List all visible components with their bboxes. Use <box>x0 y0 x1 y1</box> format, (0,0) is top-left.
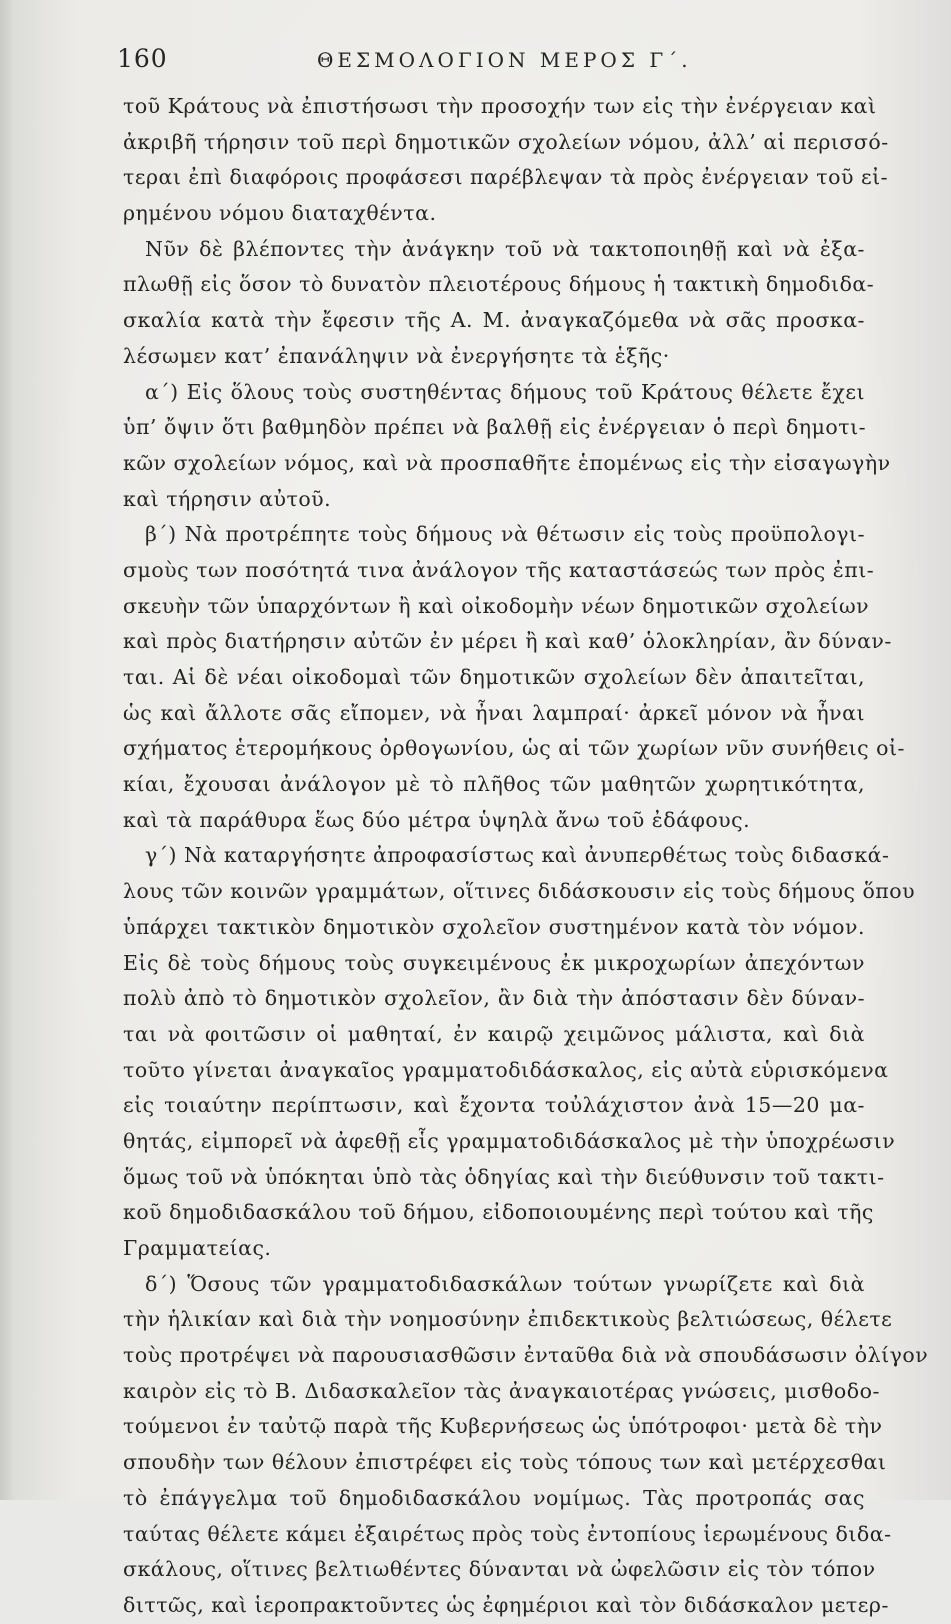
text-line: γ΄) Νὰ καταργήσητε ἀπροφασίστως καὶ ἀνυπερθέτως τοὺς διδασκά- <box>145 843 890 868</box>
text-line: ταύτας θέλετε κάμει ἐξαιρέτως πρὸς τοὺς ἐντοπίους ἱερωμένους διδα- <box>123 1521 892 1546</box>
page-edge-shadow <box>0 0 14 1500</box>
text-line: τὸ ἐπάγγελμα τοῦ δημοδιδασκάλου νομίμως. Τὰς προτροπάς σας <box>123 1485 865 1510</box>
text-line: σχήματος ἑτερομήκους ὀρθογωνίου, ὡς αἱ τῶν χωρίων νῦν συνήθεις οἰ- <box>123 736 905 761</box>
text-line: καὶ τὰ παράθυρα ἕως δύο μέτρα ὑψηλὰ ἄνω τοῦ ἐδάφους. <box>123 807 751 832</box>
text-line: λέσωμεν κατ’ ἐπανάληψιν νὰ ἐνεργήσητε τὰ ἑξῆς· <box>123 343 670 368</box>
text-line: τοῦτο γίνεται ἀναγκαῖος γραμματοδιδάσκαλος, εἰς αὐτὰ εὑρισκόμενα <box>123 1057 889 1082</box>
text-line: Νῦν δὲ βλέποντες τὴν ἀνάγκην τοῦ νὰ τακτοποιηθῇ καὶ νὰ ἐξα- <box>145 236 865 261</box>
text-line: ται. Αἱ δὲ νέαι οἰκοδομαὶ τῶν δημοτικῶν σχολείων δὲν ἀπαιτεῖται, <box>123 665 865 689</box>
text-line: τοὺς προτρέψει νὰ παρουσιασθῶσιν ἐνταῦθα διὰ νὰ σπουδάσωσιν ὀλίγον <box>123 1343 929 1368</box>
text-line: β΄) Νὰ προτρέπητε τοὺς δήμους νὰ θέτωσιν εἰς τοὺς προϋπολογι- <box>145 522 865 547</box>
text-line: ἀκριβῆ τήρησιν τοῦ περὶ δημοτικῶν σχολείων νόμου, ἀλλ’ αἱ περισσό- <box>123 129 889 154</box>
text-line: τούμενοι ἐν ταὐτῷ παρὰ τῆς Κυβερνήσεως ὡς ὑπότροφοι· μετὰ δὲ τὴν <box>123 1414 883 1439</box>
body-text <box>123 89 929 1624</box>
text-line: δ΄) Ὅσους τῶν γραμματοδιδασκάλων τούτων γνωρίζετε καὶ διὰ <box>145 1271 865 1296</box>
text-line: λους τῶν κοινῶν γραμμάτων, οἵτινες διδάσκουσιν εἰς τοὺς δήμους ὅπου <box>123 879 916 904</box>
text-line: καὶ πρὸς διατήρησιν αὐτῶν ἐν μέρει ἢ καὶ καθ’ ὁλοκληρίαν, ἂν δύναν- <box>123 629 892 654</box>
text-line: σμοὺς των ποσότητά τινα ἀνάλογον τῆς καταστάσεώς των πρὸς ἐπι- <box>123 557 875 582</box>
page-number: 160 <box>117 44 168 73</box>
page-header <box>117 40 863 80</box>
text-line: σκάλους, οἵτινες βελτιωθέντες δύνανται νὰ ὠφελῶσιν εἰς τὸν τόπον <box>123 1557 876 1582</box>
text-line: ρημένου νόμου διαταχθέντα. <box>123 201 437 226</box>
text-line: πλωθῇ εἰς ὅσον τὸ δυνατὸν πλειοτέρους δήμους ἡ τακτικὴ δημοδιδα- <box>123 272 875 297</box>
text-line: α΄) Εἰς ὅλους τοὺς συστηθέντας δήμους τοῦ Κράτους θέλετε ἔχει <box>145 379 865 404</box>
text-line: σκαλία κατὰ τὴν ἔφεσιν τῆς Α. Μ. ἀναγκαζόμεθα νὰ σᾶς προσκα- <box>123 308 865 333</box>
text-line: θητάς, εἰμπορεῖ νὰ ἀφεθῇ εἷς γραμματοδιδάσκαλος μὲ τὴν ὑποχρέωσιν <box>123 1128 896 1153</box>
text-line: κίαι, ἔχουσαι ἀνάλογον μὲ τὸ πλῆθος τῶν μαθητῶν χωρητικότητα, <box>123 772 865 797</box>
text-line: τοῦ Κράτους νὰ ἐπιστήσωσι τὴν προσοχήν των εἰς τὴν ἐνέργειαν καὶ <box>123 94 877 118</box>
text-line: Εἰς δὲ τοὺς δήμους τοὺς συγκειμένους ἐκ μικροχωρίων ἀπεχόντων <box>123 950 865 975</box>
text-line: ὅμως τοῦ νὰ ὑπόκηται ὑπὸ τὰς ὁδηγίας καὶ τὴν διεύθυνσιν τοῦ τακτι- <box>123 1164 885 1189</box>
text-line: σπουδὴν των θέλουν ἐπιστρέφει εἰς τοὺς τόπους των καὶ μετέρχεσθαι <box>123 1450 887 1475</box>
text-line: καὶ τήρησιν αὐτοῦ. <box>123 486 332 511</box>
text-line: σκευὴν τῶν ὑπαρχόντων ἢ καὶ οἰκοδομὴν νέων δημοτικῶν σχολείων <box>123 593 870 618</box>
text-line: πολὺ ἀπὸ τὸ δημοτικὸν σχολεῖον, ἂν διὰ τὴν ἀπόστασιν δὲν δύναν- <box>123 986 865 1011</box>
text-line: τεραι ἐπὶ διαφόροις προφάσεσι παρέβλεψαν τὰ πρὸς ἐνέργειαν τοῦ εἰ- <box>123 165 889 190</box>
text-line: διττῶς, καὶ ἱεροπρακτοῦντες ὡς ἐφημέριοι καὶ τὸν διδάσκαλον μετερ- <box>123 1592 889 1617</box>
text-line: εἰς τοιαύτην περίπτωσιν, καὶ ἔχοντα τοὐλάχιστον ἀνὰ 15—20 μα- <box>123 1093 865 1118</box>
text-line: ται νὰ φοιτῶσιν οἱ μαθηταί, ἐν καιρῷ χειμῶνος μάλιστα, καὶ διὰ <box>123 1021 865 1046</box>
text-line: κῶν σχολείων νόμος, καὶ νὰ προσπαθῆτε ἑπομένως εἰς τὴν εἰσαγωγὴν <box>123 450 891 475</box>
text-line: ὑπάρχει τακτικὸν δημοτικὸν σχολεῖον συστημένον κατὰ τὸν νόμον. <box>123 914 865 939</box>
text-line: Γραμματείας. <box>123 1236 272 1260</box>
text-line: καιρὸν εἰς τὸ Β. Διδασκαλεῖον τὰς ἀναγκαιοτέρας γνώσεις, μισθοδο- <box>123 1378 880 1403</box>
text-line: ὑπ’ ὄψιν ὅτι βαθμηδὸν πρέπει νὰ βαλθῇ εἰς ἐνέργειαν ὁ περὶ δημοτι- <box>123 415 867 440</box>
text-line: ὡς καὶ ἄλλοτε σᾶς εἴπομεν, νὰ ἦναι λαμπραί· ἀρκεῖ μόνον νὰ ἦναι <box>123 700 865 725</box>
text-line: κοῦ δημοδιδασκάλου τοῦ δήμου, εἰδοποιουμένης περὶ τούτου καὶ τῆς <box>123 1200 874 1225</box>
text-line: τὴν ἡλικίαν καὶ διὰ τὴν νοημοσύνην ἐπιδεκτικοὺς βελτιώσεως, θέλετε <box>123 1307 893 1332</box>
running-title: ΘΕΣΜΟΛΟΓΙΟΝ ΜΕΡΟΣ Γ΄. <box>317 48 692 72</box>
